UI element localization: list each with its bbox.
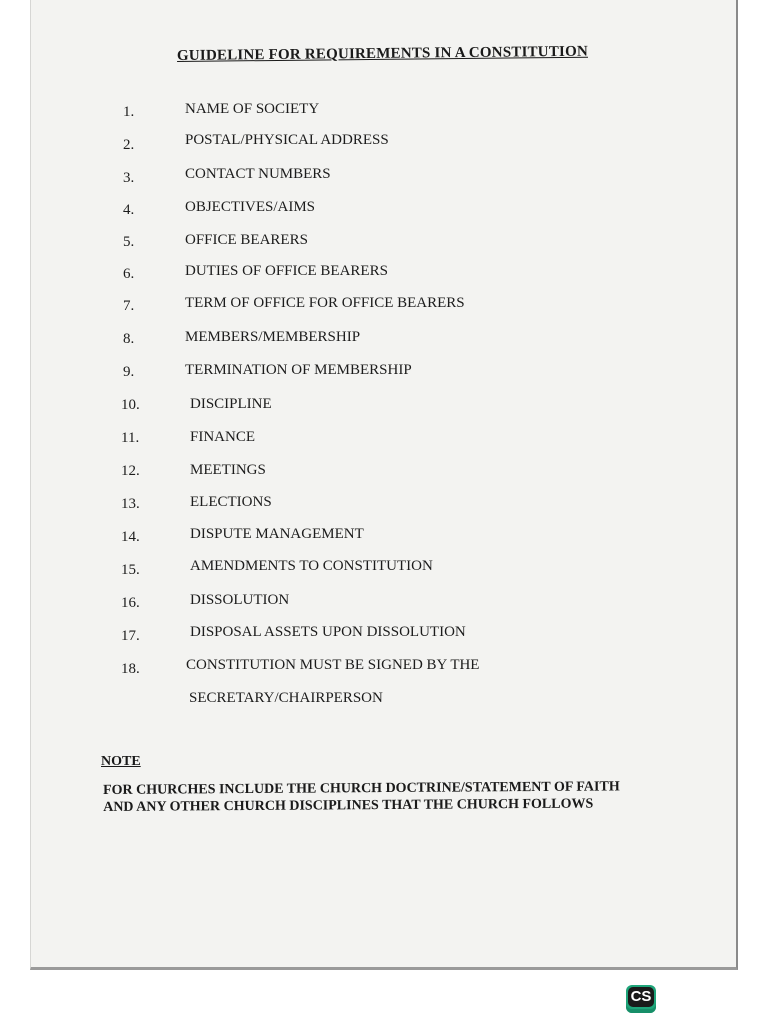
camscanner-logo-icon	[626, 985, 656, 1013]
list-item-number: 6.	[123, 266, 135, 282]
list-item-text: OFFICE BEARERS	[185, 232, 308, 248]
note-heading: NOTE	[101, 754, 141, 769]
list-item-number: 16.	[121, 595, 140, 611]
list-item-number: 11.	[121, 430, 140, 446]
list-item-number: 13.	[121, 496, 140, 512]
list-item-text: POSTAL/PHYSICAL ADDRESS	[185, 132, 389, 148]
list-item-text: DISCIPLINE	[190, 396, 272, 412]
list-item-number: 14.	[121, 529, 140, 545]
list-item-number: 1.	[123, 104, 135, 120]
list-item-text-continued: SECRETARY/CHAIRPERSON	[189, 690, 383, 706]
list-item-text: CONTACT NUMBERS	[185, 166, 331, 182]
list-item-text: TERMINATION OF MEMBERSHIP	[185, 362, 412, 378]
document-title: GUIDELINE FOR REQUIREMENTS IN A CONSTITUTION	[176, 43, 589, 64]
list-item-text: DISPOSAL ASSETS UPON DISSOLUTION	[190, 624, 466, 640]
list-item-number: 4.	[123, 202, 135, 218]
list-item-number: 8.	[123, 331, 135, 347]
list-item-number: 17.	[121, 628, 140, 644]
list-item-text: DISPUTE MANAGEMENT	[190, 526, 364, 542]
list-item-number: 18.	[121, 661, 140, 677]
list-item-text: ELECTIONS	[190, 494, 272, 510]
list-item-number: 9.	[123, 364, 135, 380]
list-item-number: 15.	[121, 562, 140, 578]
list-item-text: CONSTITUTION MUST BE SIGNED BY THE	[186, 657, 480, 673]
list-item-text: FINANCE	[190, 429, 256, 445]
list-item-text: OBJECTIVES/AIMS	[185, 199, 316, 215]
list-item-number: 5.	[123, 234, 135, 250]
list-item-text: DUTIES OF OFFICE BEARERS	[185, 263, 388, 279]
list-item-number: 7.	[123, 298, 135, 314]
list-item-number: 10.	[121, 397, 140, 413]
list-item-number: 2.	[123, 137, 135, 153]
camscanner-logo-label: CS	[628, 987, 655, 1007]
list-item-text: DISSOLUTION	[190, 592, 290, 608]
list-item-text: MEMBERS/MEMBERSHIP	[185, 329, 361, 345]
list-item-text: MEETINGS	[190, 462, 266, 478]
note-body: FOR CHURCHES INCLUDE THE CHURCH DOCTRINE/STATEMENT OF FAITH AND ANY OTHER CHURCH DISCIPLINES THAT THE CHURCH FOLLOWS	[103, 779, 620, 815]
list-item-number: 3.	[123, 170, 135, 186]
list-item-text: TERM OF OFFICE FOR OFFICE BEARERS	[185, 295, 465, 311]
scanned-page	[30, 0, 738, 970]
list-item-text: NAME OF SOCIETY	[185, 101, 320, 117]
list-item-number: 12.	[121, 463, 140, 479]
list-item-text: AMENDMENTS TO CONSTITUTION	[190, 558, 433, 574]
